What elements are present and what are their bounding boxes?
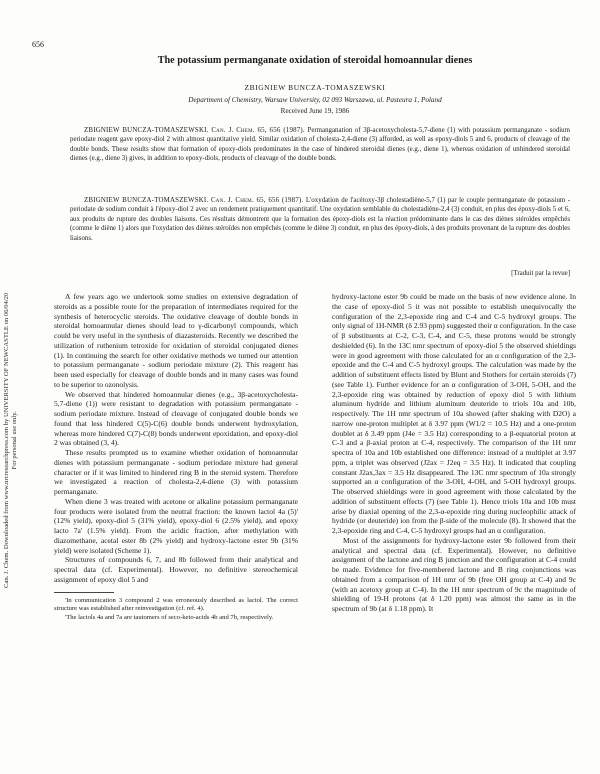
author-affiliation: Department of Chemistry, Warsaw University, 02 093 Warszawa, ul. Pasteura 1, Poland (188, 96, 442, 104)
received-date: Received June 19, 1986 (280, 107, 350, 115)
translation-note: [Traduit par la revue] (511, 270, 570, 277)
abstract-french-citation: ZBIGNIEW BUNCZA-TOMASZEWSKI. Can. J. Chem. 65, 656 (1987). (84, 197, 304, 204)
body-paragraph: Most of the assignments for hydroxy-lactone ester 9b followed from their analytical and spectral data (cf. Experimental). However, no definitive assignment of the lactone and ring B junction and the configuration at C-4 could be made. Evidence for five-membered lactone and B ring conjunctions was obtained from a comparison of 1H nmr of 9b (free OH group at C-4) and 9c (with an acetoxy group at C-4). In the 1H nmr spectrum of 9c the magnitude of shielding of 19-H protons (at δ 1.20 ppm) was almost the same as in the spectrum of 9b (at δ 1.18 ppm). It (332, 535, 576, 613)
abstract-english (70, 126, 570, 164)
footnote-divider (54, 592, 114, 593)
body-column-right (332, 292, 576, 614)
body-paragraph: We observed that hindered homoannular dienes (e.g., 3β-acetoxycholesta-5,7-diene (1)) were resistant to degradation with potassium permanganate - sodium periodate mixture. Instead of cleavage of conjugated double bonds we found that less hindered C(5)-C(6) double bonds underwent hydroxylation, whereas more hindered C(7)-C(8) bonds underwent epoxidation, and epoxy-diol 2 was obtained (3, 4). (54, 389, 298, 448)
article-title: The potassium permanganate oxidation of steroidal homoannular dienes (157, 55, 473, 66)
download-watermark-text (3, 293, 19, 588)
article-author: ZBIGNIEW BUNCZA-TOMASZEWSKI (244, 83, 386, 92)
body-paragraph: These results prompted us to examine whether oxidation of homoannular dienes with potassium permanganate - sodium periodate mixture had general character or if it was limited to hindered ring B in the steroid system. Therefore we investigated a reaction of cholesta-2,4-diene (3) with potassium permanganate. (54, 448, 298, 496)
abstract-english-text: Permanganation of 3β-acetoxycholesta-5,7-diene (1) with potassium permanganate - sodium periodate reagent gave epoxy-diol 2 with almost quantitative yield. Similar oxidation of cholesta-2,4-diene (3) afforded, as well as epoxy-diols 5 and 6, products of cleavage of the double bonds. These results show that formation of epoxy-diols predominates in the case of hindered steroidal dienes (e.g., diene 1), whereas oxidation of unhindered steroidal dienes (e.g., diene 3) gives, in addition to epoxy-diols, products of cleavage of the double bonds. (70, 127, 570, 163)
abstract-french-text: L'oxydation de l'acétoxy-3β cholestadiène-5,7 (1) par le couple permanganate de potassium - periodate de sodium conduit à l'époxy-diol 2 avec un rendement pratiquement quantitatif. Une oxydation semblable du cholestadiène-2,4 (3) conduit, en plus des époxy-diols 5 et 6, aux produits de rupture des doubles liaisons. Ces résultats démontrent que la formation des époxy-diols est la réaction prédominante dans le cas des diènes stéroïdes empêchés (comme le diène 1) alors que l'oxydation des diènes stéroïdes non empêchés (comme le diène 3) conduit, en plus des époxy-diols, à des produits provenant de la rupture des doubles liaisons. (70, 197, 570, 242)
abstract-french (70, 196, 570, 243)
footnote: 'In communication 3 compound 2 was erroneously described as lactol. The correct structure was established after reinvestigation (cf. ref. 4). (54, 596, 298, 613)
page-number: 656 (32, 40, 44, 49)
download-watermark-line-1: Can. J. Chem. Downloaded from www.nrcresearchpress.com by UNIVERSITY OF NEWCASTLE on 06/04/20 (3, 292, 10, 588)
body-paragraph: When diene 3 was treated with acetone or alkaline potassium permanganate four products were isolated from the neutral fraction: the known lactol 4a (5)' (12% yield), epoxy-diol 5 (31% yield), epoxy-diol 6 (2.5% yield), and epoxy lacto 7a' (1.5% yield). From the acidic fraction, after methylation with diazomethane, acetal ester 8b (2% yield) and hydroxy-lactone ester 9b (31% yield) were isolated (Scheme 1). (54, 496, 298, 555)
abstract-english-citation: ZBIGNIEW BUNCZA-TOMASZEWSKI. Can. J. Chem. 65, 656 (1987). (84, 127, 305, 134)
footnote: 'The lactols 4a and 7a are tautomers of seco-keto-acids 4b and 7b, respectively. (65, 613, 274, 621)
body-column-left (54, 292, 298, 622)
download-watermark-line-2: For personal use only. (11, 411, 18, 470)
body-paragraph: hydroxy-lactone ester 9b could be made on the basis of new evidence alone. In the case of epoxy-diol 5 it was not possible to establish unequivocally the configuration of the 2,3-epoxide ring and C-4 and C-5 hydroxyl groups. The only signal of 1H-NMR (δ 2.93 ppm) suggested their α configuration. In the case of β substituents at C-2, C-3, C-4, and C-5, these protons would be strongly deshielded (6). In the 13C nmr spectrum of epoxy-diol 5 the observed shieldings were in good agreement with those calculated for an α configuration of the 2,3-epoxide and the C-4 and C-5 hydroxyl groups. The calculation was made by the addition of substituent effects listed by Blunt and Stothers for certain steroids (7) (see Table 1). Further evidence for an α configuration of 3-OH, 5-OH, and the 2,3-epoxide ring was obtained by reduction of epoxy diol 5 with lithium aluminum hydride and lithium aluminum deuteride to triols 10a and 10b, respectively. The 1H nmr spectrum of 10a showed (after shaking with D2O) a narrow one-proton multiplet at δ 3.97 ppm (W1/2 = 10.5 Hz) and a one-proton doublet at δ 3.49 ppm (J4e = 3.5 Hz) corresponding to a β-equatorial proton at C-3 and a β-axial proton at C-4, respectively. The comparison of the 1H nmr spectra of 10a and 10b established one difference: instead of a multiplet at 3.97 ppm, a triplet was observed (J2ax = J2eq = 3.5 Hz). It indicated that coupling constant J2ax,3ax = 3.5 Hz disappeared. The 13C nmr spectrum of 10a strongly supported an α configuration of the 3-OH, 4-OH, and 5-OH hydroxyl groups. The observed shieldings were in good agreement with those calculated by the addition of substituent effects (7) (see Table 1). Hence triols 10a and 10b must arise by diaxial opening of the 2,3-α-epoxide ring during nucleophilic attack of hydride (or deuteride) ion from the β-side of the molecule (8). It showed that the 2,3-epoxide ring and C-4, C-5 hydroxyl groups had an α configuration. (332, 292, 576, 535)
body-paragraph: A few years ago we undertook some studies on extensive degradation of steroids as a possible route for the preparation of intermediates required for the synthesis of heterocyclic steroids. The oxidative cleavage of double bonds in steroidal homoannular dienes should lead to γ-dicarbonyl compounds, which could be very useful in the synthesis of diazasteroids. Recently we described the utilization of ruthenium tetroxide for oxidation of steroidal conjugated dienes (1). In continuing the search for other oxidative methods we turned our attention to potassium permanganate - sodium periodate mixture (2). This reagent has been used especially for cleavage of double bonds and in many cases was found to be superior to ozonolysis. (54, 292, 298, 389)
body-paragraph: Structures of compounds 6, 7, and 8b followed from their analytical and spectral data (cf. Experimental). However, no definitive stereochemical assignment of epoxy diol 5 and (54, 555, 298, 584)
